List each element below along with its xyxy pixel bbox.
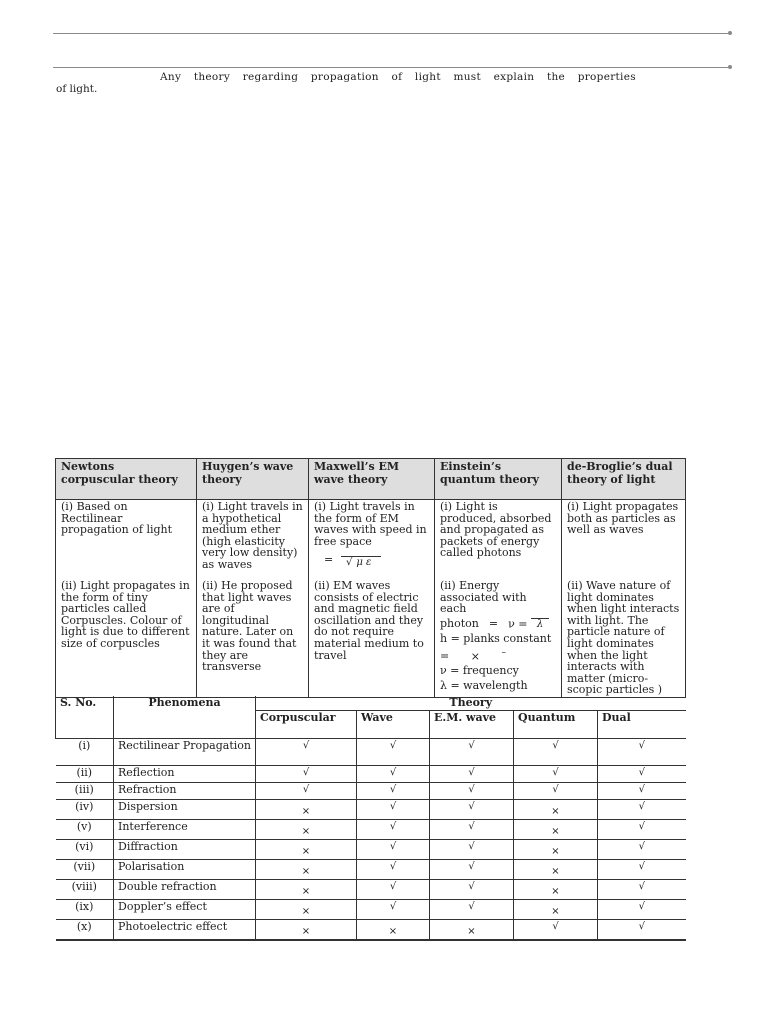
row-phenomenon: Interference [114,820,256,840]
phenomena-row [56,840,686,860]
check-mark: √ [514,783,598,800]
phenomena-row [56,920,686,940]
theories-row-1 [56,500,686,580]
theories-table [55,458,686,698]
phenomena-row [56,783,686,800]
einstein-point-1: (i) Light is produced, absorbed and propagated as packets of energy called photons [435,500,562,580]
check-mark: √ [357,800,430,820]
row-phenomenon: Photoelectric effect [114,920,256,940]
check-mark: √ [357,900,430,920]
check-mark: √ [357,739,430,766]
check-mark: √ [430,739,514,766]
newton-point-1: (i) Based on Rectilinear propagation of light [56,500,197,580]
check-mark: √ [514,766,598,783]
check-mark: √ [357,880,430,900]
debroglie-point-1: (i) Light propagates both as particles as well as waves [562,500,686,580]
check-mark: √ [430,783,514,800]
photon-label: photon [440,617,479,631]
einstein-point-2-cell [435,579,562,697]
check-mark: √ [430,766,514,783]
header-dual: Dual [598,711,686,739]
check-mark: √ [430,860,514,880]
row-sno: (i) [56,739,114,766]
theories-row-2 [56,579,686,697]
header-theory: Theory [256,696,686,711]
photon-energy-equation [440,618,556,631]
formula-fraction: √ μ ε [341,550,381,569]
header-debroglie: de-Broglie’s dual theory of light [562,459,686,500]
check-mark: √ [514,920,598,940]
formula-equals: = [324,552,334,566]
phenomena-table [55,696,686,941]
cross-mark: × [514,800,598,820]
cross-mark: × [514,860,598,880]
row-sno: (v) [56,820,114,840]
frequency-line: ν = frequency [440,664,519,678]
row-sno: (vii) [56,860,114,880]
cross-mark: × [256,800,357,820]
c-over-lambda [531,618,549,631]
row-phenomenon: Rectilinear Propagation [114,739,256,766]
header-phenomena: Phenomena [114,696,256,739]
header-em-wave: E.M. wave [430,711,514,739]
phenomena-row [56,766,686,783]
row-sno: (vi) [56,840,114,860]
check-mark: √ [256,739,357,766]
cross-mark: × [256,920,357,940]
lambda-symbol: λ [536,618,544,630]
header-huygen: Huygen’s wave theory [197,459,309,500]
check-mark: √ [430,880,514,900]
maxwell-point-1: (i) Light travels in the form of EM waves with speed in free space [314,500,427,548]
formula-denominator: μ ε [352,556,375,568]
check-mark: √ [598,880,686,900]
row-phenomenon: Dispersion [114,800,256,820]
check-mark: √ [598,766,686,783]
check-mark: √ [598,800,686,820]
cross-mark: × [256,860,357,880]
planck-constant-line: h = planks constant [440,632,552,646]
cross-mark: × [514,880,598,900]
nu-equation [508,618,549,631]
speed-formula [314,550,429,569]
intro-text-line2: of light. [56,83,98,95]
cross-mark: × [514,840,598,860]
check-mark: √ [357,860,430,880]
header-einstein: Einstein’s quantum theory [435,459,562,500]
header-newton: Newtons corpuscular theory [56,459,197,500]
wavelength-line: λ = wavelength [440,678,528,692]
check-mark: √ [598,820,686,840]
check-mark: √ [514,739,598,766]
maxwell-point-1-cell [309,500,435,580]
check-mark: √ [430,840,514,860]
newton-point-2: (ii) Light propagates in the form of tiny particles called Corpuscles. Colour of light is due to different size of corpuscles [56,579,197,697]
intro-text-line1: Any theory regarding propagation of light must explain the properties [160,71,636,83]
planck-value-line: = × – [440,647,506,663]
equals-sign: = [488,617,499,631]
check-mark: √ [598,920,686,940]
check-mark: √ [357,766,430,783]
huygen-point-1: (i) Light travels in a hypothetical medium ether (high elasticity very low density) as waves [197,500,309,580]
header-corpuscular: Corpuscular [256,711,357,739]
check-mark: √ [598,739,686,766]
row-sno: (iv) [56,800,114,820]
header-sno: S. No. [56,696,114,739]
cross-mark: × [514,900,598,920]
cross-mark: × [256,880,357,900]
header-quantum: Quantum [514,711,598,739]
check-mark: √ [598,900,686,920]
check-mark: √ [357,820,430,840]
debroglie-point-2: (ii) Wave nature of light dominates when light interacts with light. The particle nature of light dominates when the light interacts with matter (micro-scopic particles ) [562,579,686,697]
phenomena-row [56,739,686,766]
cross-mark: × [256,900,357,920]
huygen-point-2: (ii) He proposed that light waves are of longitudinal nature. Later on it was found that they are transverse [197,579,309,697]
header-maxwell: Maxwell’s EM wave theory [309,459,435,500]
row-sno: (viii) [56,880,114,900]
cross-mark: × [256,820,357,840]
row-phenomenon: Double refraction [114,880,256,900]
phenomena-row [56,800,686,820]
nu-equals: ν = [508,617,528,631]
phenomena-row [56,860,686,880]
check-mark: √ [256,766,357,783]
phenomena-row [56,900,686,920]
check-mark: √ [357,783,430,800]
maxwell-point-2: (ii) EM waves consists of electric and magnetic field oscillation and they do not require material medium to travel [309,579,435,697]
phenomena-row [56,880,686,900]
cross-mark: × [430,920,514,940]
cross-mark: × [256,840,357,860]
cross-mark: × [357,920,430,940]
top-rule [53,33,730,34]
phenomena-header-row-1 [56,696,686,711]
check-mark: √ [256,783,357,800]
row-sno: (x) [56,920,114,940]
cross-mark: × [514,820,598,840]
row-sno: (ii) [56,766,114,783]
second-rule [53,67,730,68]
row-phenomenon: Diffraction [114,840,256,860]
phenomena-row [56,820,686,840]
row-phenomenon: Reflection [114,766,256,783]
check-mark: √ [598,840,686,860]
row-phenomenon: Doppler’s effect [114,900,256,920]
check-mark: √ [598,783,686,800]
theories-header-row [56,459,686,500]
check-mark: √ [430,900,514,920]
einstein-point-2: (ii) Energy associated with each [440,579,527,616]
row-sno: (ix) [56,900,114,920]
check-mark: √ [598,860,686,880]
row-sno: (iii) [56,783,114,800]
row-phenomenon: Polarisation [114,860,256,880]
check-mark: √ [357,840,430,860]
header-wave: Wave [357,711,430,739]
check-mark: √ [430,800,514,820]
row-phenomenon: Refraction [114,783,256,800]
check-mark: √ [430,820,514,840]
